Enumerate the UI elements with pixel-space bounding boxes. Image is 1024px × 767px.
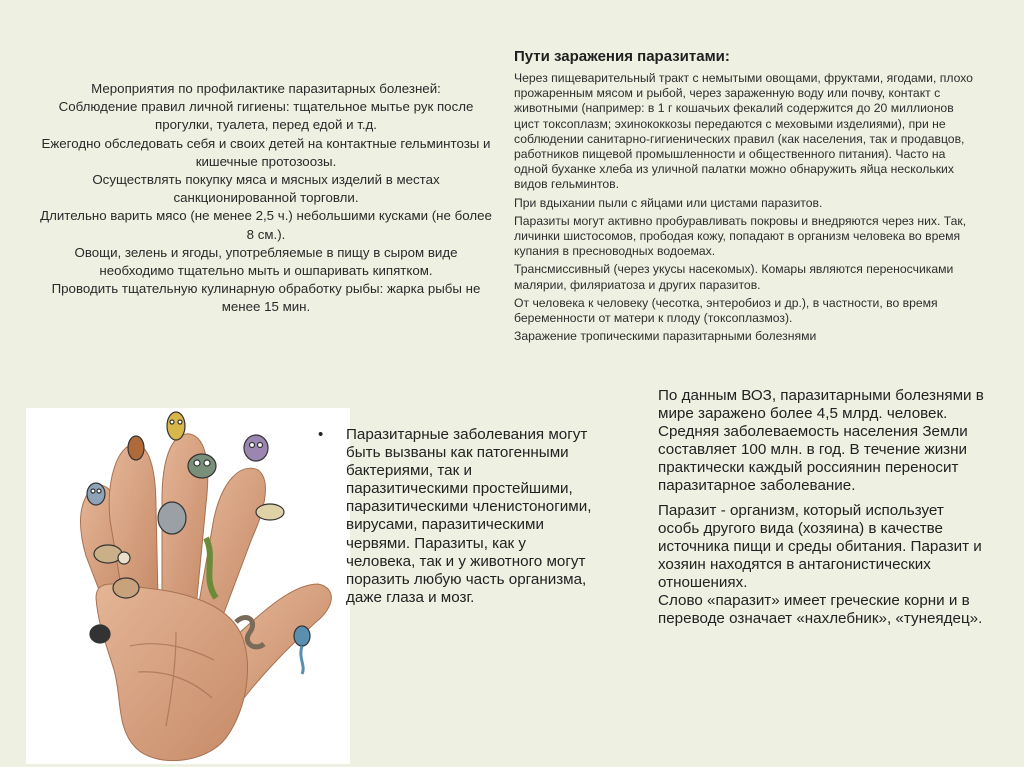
parasite-10 <box>90 625 110 643</box>
who-paragraph: Слово «паразит» имеет греческие корни и в переводе означает «нахлебник», «тунеядец». <box>658 592 983 628</box>
prevention-line: Длительно варить мясо (не менее 2,5 ч.) небольшими кусками (не более 8 см.). <box>40 208 492 242</box>
prevention-line: Овощи, зелень и ягоды, употребляемые в пищу в сыром виде необходимо тщательно мыть и ошпаривать кипятком. <box>74 244 458 279</box>
hand-with-parasites-image <box>26 408 350 764</box>
parasite-7 <box>158 502 186 534</box>
parasite-3 <box>128 436 144 460</box>
prevention-line: Соблюдение правил личной гигиены: тщательное мытье рук после прогулки, туалета, перед едой и т.д. <box>58 99 474 133</box>
parasite-4 <box>167 412 185 440</box>
parasitic-diseases-bullet <box>318 426 598 607</box>
parasite-8 <box>256 504 284 520</box>
routes-paragraph: Трансмиссивный (через укусы насекомых). Комары являются переносчиками малярии, филяриатоза и других паразитов. <box>514 262 954 292</box>
who-statistics-section <box>658 387 988 634</box>
prevention-line: Ежегодно обследовать себя и своих детей на контактные гельминтозы и кишечные протозоозы. <box>41 135 491 169</box>
who-paragraph: По данным ВОЗ, паразитарными болезнями в мире заражено более 4,5 млрд. человек. Средняя заболеваемость населения Земли составляет 100 млн. в год. В течение жизни практически каждый россиянин переносит паразитарное заболевание. <box>658 387 984 495</box>
hand-illustration <box>26 408 350 764</box>
parasite-11 <box>294 626 310 646</box>
prevention-line: Осуществлять покупку мяса и мясных изделий в местах санкционированной торговли. <box>92 172 440 206</box>
routes-paragraph: От человека к человеку (чесотка, энтеробиоз и др.), в частности, во время беременности от матери к плоду (токсоплазмоз). <box>514 295 938 326</box>
bullet-symbol: • <box>318 426 324 443</box>
routes-paragraph: Заражение тропическими паразитарными болезнями <box>514 329 817 344</box>
prevention-title: Мероприятия по профилактике паразитарных болезней: <box>91 81 441 96</box>
routes-paragraph: Через пищеварительный тракт с немытыми овощами, фруктами, ягодами, плохо прожаренным мясом и рыбой, через зараженную воду или почву, контакт с животными (например: в 1 г кошачьих фекалий содержится до 20 миллионов цист токсоплазм; эхинококкозы передаются с меховыми изделиями), при не соблюдении санитарно-гигиенических правил (как населения, так и продавцов, работников пищевой промышленности и общественного питания). Часто на одной буханке хлеба из уличной палатки можно обнаружить яйца нескольких видов гельминтов. <box>514 71 973 192</box>
infection-routes-section <box>514 48 976 347</box>
parasite-9 <box>113 578 139 598</box>
who-paragraph: Паразит - организм, который использует особь другого вида (хозяина) в качестве источника пищи и среды обитания. Паразит и хозяин находятся в антагонистических отношениях. <box>658 501 982 591</box>
parasite-2 <box>94 545 122 563</box>
prevention-line: Проводить тщательную кулинарную обработку рыбы: жарка рыбы не менее 15 мин. <box>51 281 481 315</box>
routes-paragraph: При вдыхании пыли с яйцами или цистами паразитов. <box>514 195 823 210</box>
parasite-1 <box>87 483 105 505</box>
parasite-5 <box>188 454 216 478</box>
parasite-6 <box>244 435 268 461</box>
routes-title: Пути заражения паразитами: <box>514 48 730 65</box>
routes-paragraph: Паразиты могут активно пробуравливать покровы и внедряются через них. Так, личинки шистосомов, прободая кожу, попадают в организм человека во время купания в пресноводных водоемах. <box>514 213 967 259</box>
prevention-section <box>36 80 496 317</box>
bullet-text: Паразитарные заболевания могут быть вызваны как патогенными бактериями, так и паразитическими простейшими, паразитическими членистоногими, вирусами, паразитическими червями. Паразиты, как у человека, так и у животного могут поразить любую часть организма, даже глаза и мозг. <box>346 426 592 606</box>
